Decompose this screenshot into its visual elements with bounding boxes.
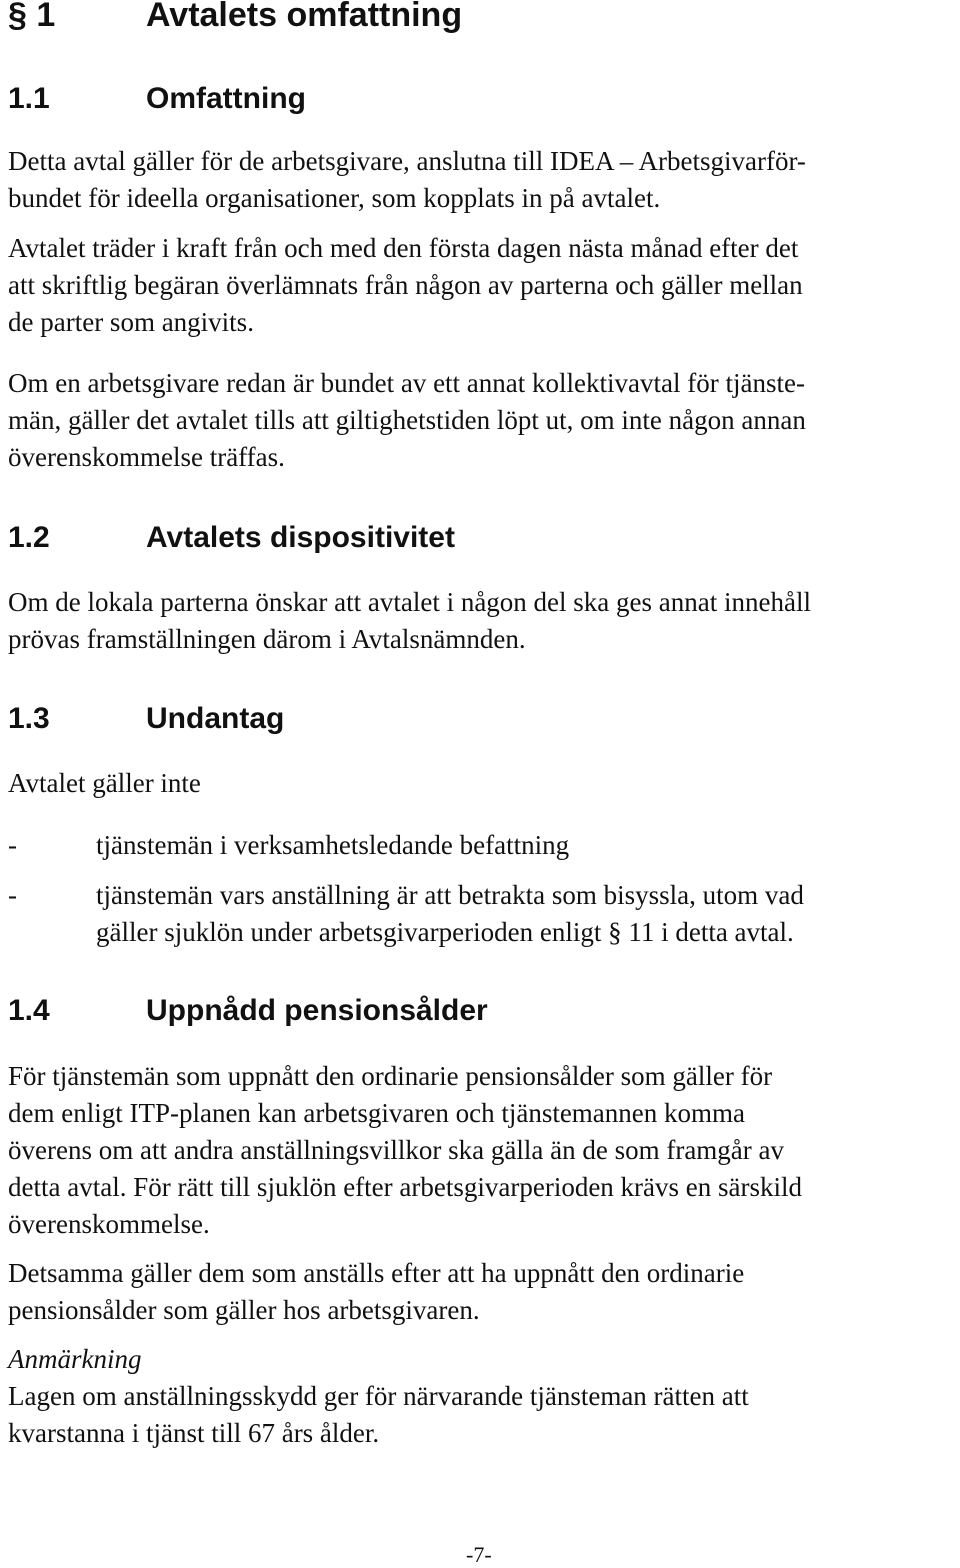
text-line: överenskommelse. xyxy=(8,1209,210,1239)
section-number-1-3: 1.3 xyxy=(8,702,50,735)
chapter-number: § 1 xyxy=(8,0,56,34)
text-line: prövas framställningen därom i Avtalsnämnden. xyxy=(8,624,526,654)
text-line: Detsamma gäller dem som anställs efter att ha uppnått den ordinarie xyxy=(8,1258,745,1288)
text-line: Om de lokala parterna önskar att avtalet i någon del ska ges annat innehåll xyxy=(8,587,811,617)
text-line: Om en arbetsgivare redan är bundet av ett annat kollektivavtal för tjänste- xyxy=(8,368,805,398)
text-line: Avtalet gäller inte xyxy=(8,768,201,798)
note-label: Anmärkning xyxy=(8,1344,142,1374)
text-line: dem enligt ITP-planen kan arbetsgivaren och tjänstemannen komma xyxy=(8,1098,746,1128)
section-number-1-4: 1.4 xyxy=(8,994,50,1027)
text-line: pensionsålder som gäller hos arbetsgivaren. xyxy=(8,1295,480,1325)
section-title-1-3: Undantag xyxy=(146,702,285,735)
text-line: män, gäller det avtalet tills att giltighetstiden löpt ut, om inte någon annan xyxy=(8,405,806,435)
page-number: -7- xyxy=(466,1542,492,1567)
list-item: tjänstemän i verksamhetsledande befattning xyxy=(96,830,570,860)
section-title-1-2: Avtalets dispositivitet xyxy=(146,521,455,554)
text-line: överenskommelse träffas. xyxy=(8,442,285,472)
chapter-title: Avtalets omfattning xyxy=(146,0,463,34)
text-line: detta avtal. För rätt till sjuklön efter arbetsgivarperioden krävs en särskild xyxy=(8,1172,803,1202)
list-dash: - xyxy=(8,880,17,910)
text-line: överens om att andra anställningsvillkor ska gälla än de som framgår av xyxy=(8,1135,785,1165)
text-line: Avtalet träder i kraft från och med den första dagen nästa månad efter det xyxy=(8,233,799,263)
text-line: bundet för ideella organisationer, som kopplats in på avtalet. xyxy=(8,183,661,213)
section-title-1-1: Omfattning xyxy=(146,82,306,115)
text-line: För tjänstemän som uppnått den ordinarie pensionsålder som gäller för xyxy=(8,1061,773,1091)
text-line: de parter som angivits. xyxy=(8,307,254,337)
text-line: Lagen om anställningsskydd ger för närvarande tjänsteman rätten att xyxy=(8,1381,749,1411)
section-number-1-1: 1.1 xyxy=(8,82,50,115)
list-item: gäller sjuklön under arbetsgivarperioden enligt § 11 i detta avtal. xyxy=(96,917,794,947)
text-line: Detta avtal gäller för de arbetsgivare, anslutna till IDEA – Arbetsgivarför- xyxy=(8,146,806,176)
section-number-1-2: 1.2 xyxy=(8,521,50,554)
text-line: att skriftlig begäran överlämnats från någon av parterna och gäller mellan xyxy=(8,270,803,300)
list-dash: - xyxy=(8,830,17,860)
list-item: tjänstemän vars anställning är att betrakta som bisyssla, utom vad xyxy=(96,880,804,910)
section-title-1-4: Uppnådd pensionsålder xyxy=(146,994,488,1027)
text-line: kvarstanna i tjänst till 67 års ålder. xyxy=(8,1418,380,1448)
